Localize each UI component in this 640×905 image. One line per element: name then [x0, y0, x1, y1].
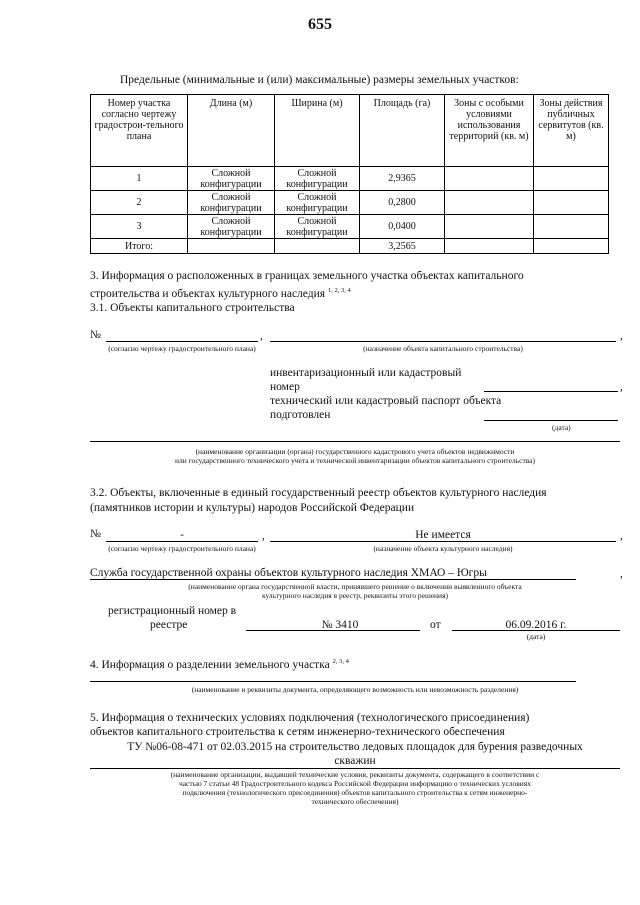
header-special-zones: Зоны с особыми условиями использования территорий (кв. м) — [445, 95, 534, 167]
total-empty — [188, 239, 275, 254]
caption-division-document: (наименование и реквизиты документа, определяющего возможность или невозможность разделения) — [191, 685, 519, 694]
section5-heading-line1: 5. Информация о технических условиях подключения (технологического присоединения) — [90, 712, 530, 724]
cell-special-zones — [445, 167, 534, 191]
separator-comma: , — [620, 381, 623, 393]
separator-comma: , — [620, 330, 623, 342]
cell-plot-number: 3 — [91, 215, 188, 239]
section5-heading-line2: объектов капитального строительства к сетям инженерно-технического обеспечения — [90, 726, 505, 738]
total-empty — [275, 239, 360, 254]
table-header-row — [91, 95, 609, 167]
section32-number-label: № — [90, 528, 101, 540]
caption-organization-line2: или государственного технического учета и технической инвентаризации объектов капитального строительства) — [174, 456, 535, 465]
inventory-label-line2: номер — [270, 381, 300, 393]
separator-comma: , — [620, 530, 623, 542]
technical-conditions-line — [90, 768, 620, 769]
technical-conditions-line2: скважин — [334, 755, 376, 767]
section32-number-line — [106, 541, 258, 542]
section32-heading-line1: 3.2. Объекты, включенные в единый государственный реестр объектов культурного наследия — [90, 487, 547, 499]
cell-area: 0,2800 — [360, 191, 445, 215]
plot-size-table — [90, 94, 609, 254]
caption-plan-number: (согласно чертежу градостроительного плана) — [108, 344, 256, 353]
header-length: Длина (м) — [188, 95, 275, 167]
cell-special-zones — [445, 191, 534, 215]
section32-number-value: - — [180, 529, 184, 541]
section31-object-line — [270, 341, 616, 342]
from-label: от — [430, 619, 441, 631]
technical-conditions-line1: ТУ №06-08-471 от 02.03.2015 на строительство ледовых площадок для бурения разведочных — [127, 741, 583, 753]
section31-number-label: № — [90, 329, 101, 341]
caption-technical-line3: подключения (технологического присоединения) объектов капитального строительства к сетям инженерно- — [182, 788, 528, 797]
cell-easements — [534, 167, 609, 191]
registration-label-line2: реестре — [150, 619, 188, 631]
table-row — [91, 215, 609, 239]
page-number: 655 — [308, 16, 332, 33]
section32-object-value: Не имеется — [415, 529, 471, 541]
table-row — [91, 191, 609, 215]
cell-width: Сложной конфигурации — [275, 167, 360, 191]
section31-number-line — [106, 341, 258, 342]
caption-technical-line2: частью 7 статьи 48 Градостроительного кодекса Российской Федерации информацию о технических условиях — [178, 779, 532, 788]
caption-plan-number: (согласно чертежу градостроительного плана) — [108, 544, 256, 553]
caption-technical-line4: технического обеспечения) — [311, 797, 399, 806]
registration-date: 06.09.2016 г. — [505, 619, 567, 631]
cell-plot-number: 1 — [91, 167, 188, 191]
table-row — [91, 167, 609, 191]
caption-date: (дата) — [526, 632, 546, 641]
section4-heading — [90, 655, 349, 672]
registration-number: № 3410 — [321, 619, 359, 631]
registration-label-line1: регистрационный номер в — [108, 605, 237, 617]
inventory-number-line — [484, 391, 618, 392]
section3-heading-line1: 3. Информация о расположенных в границах земельного участка объектах капитального — [90, 270, 524, 282]
separator-comma: , — [260, 330, 263, 342]
passport-date-line — [484, 420, 618, 421]
header-width: Ширина (м) — [275, 95, 360, 167]
cell-length: Сложной конфигурации — [188, 215, 275, 239]
section3-heading-line2 — [90, 284, 351, 301]
caption-object-purpose: (назначение объекта капитального строительства) — [363, 344, 523, 353]
caption-organization-line1: (наименование организации (органа) государственного кадастрового учета объектов недвижимости — [195, 447, 515, 456]
cell-special-zones — [445, 215, 534, 239]
cell-easements — [534, 215, 609, 239]
total-label: Итого: — [91, 239, 188, 254]
header-area: Площадь (га) — [360, 95, 445, 167]
inventory-label-line1: инвентаризационный или кадастровый — [270, 367, 462, 379]
cell-area: 2,9365 — [360, 167, 445, 191]
heritage-authority: Служба государственной охраны объектов культурного наследия ХМАО – Югры — [90, 567, 487, 579]
cell-area: 0,0400 — [360, 215, 445, 239]
passport-label-line1: технический или кадастровый паспорт объекта — [270, 395, 502, 407]
cell-plot-number: 2 — [91, 191, 188, 215]
section32-object-line — [270, 541, 616, 542]
table-caption: Предельные (минимальные и (или) максимальные) размеры земельных участков: — [120, 74, 519, 86]
total-empty — [445, 239, 534, 254]
caption-date: (дата) — [552, 423, 571, 432]
section31-heading: 3.1. Объекты капитального строительства — [90, 302, 295, 314]
header-plot-number: Номер участка согласно чертежу градострои-тельного плана — [91, 95, 188, 167]
caption-authority-line2: культурного наследия в реестр, реквизиты этого решения) — [261, 591, 449, 600]
section4-footnote-refs: 2, 3, 4 — [332, 658, 349, 665]
registration-number-line — [246, 630, 420, 631]
section3-heading-text: строительства и объектах культурного наследия — [90, 287, 326, 300]
organization-line — [90, 441, 620, 442]
cell-easements — [534, 191, 609, 215]
passport-label-line2: подготовлен — [270, 409, 331, 421]
header-easements: Зоны действия публичных сервитутов (кв. м) — [534, 95, 609, 167]
separator-comma: , — [620, 568, 623, 580]
cell-length: Сложной конфигурации — [188, 191, 275, 215]
registration-date-line — [452, 630, 620, 631]
division-document-line — [90, 681, 576, 682]
caption-authority-line1: (наименование органа государственной власти, принявшего решение о включении выявленного объекта — [188, 582, 522, 591]
separator-comma: , — [262, 530, 265, 542]
table-total-row — [91, 239, 609, 254]
cell-width: Сложной конфигурации — [275, 191, 360, 215]
caption-technical-line1: (наименование организации, выдавшей технические условия, реквизиты документа, содержащего в соответствии с — [170, 770, 540, 779]
section32-heading-line2: (памятников истории и культуры) народов Российской Федерации — [90, 502, 415, 514]
section3-footnote-refs: 1, 2, 3, 4 — [327, 287, 351, 294]
section4-heading-text: 4. Информация о разделении земельного участка — [90, 658, 330, 671]
cell-length: Сложной конфигурации — [188, 167, 275, 191]
total-area: 3,2565 — [360, 239, 445, 254]
total-empty — [534, 239, 609, 254]
authority-line — [90, 579, 576, 580]
cell-width: Сложной конфигурации — [275, 215, 360, 239]
caption-heritage-purpose: (назначение объекта культурного наследия) — [373, 544, 513, 553]
